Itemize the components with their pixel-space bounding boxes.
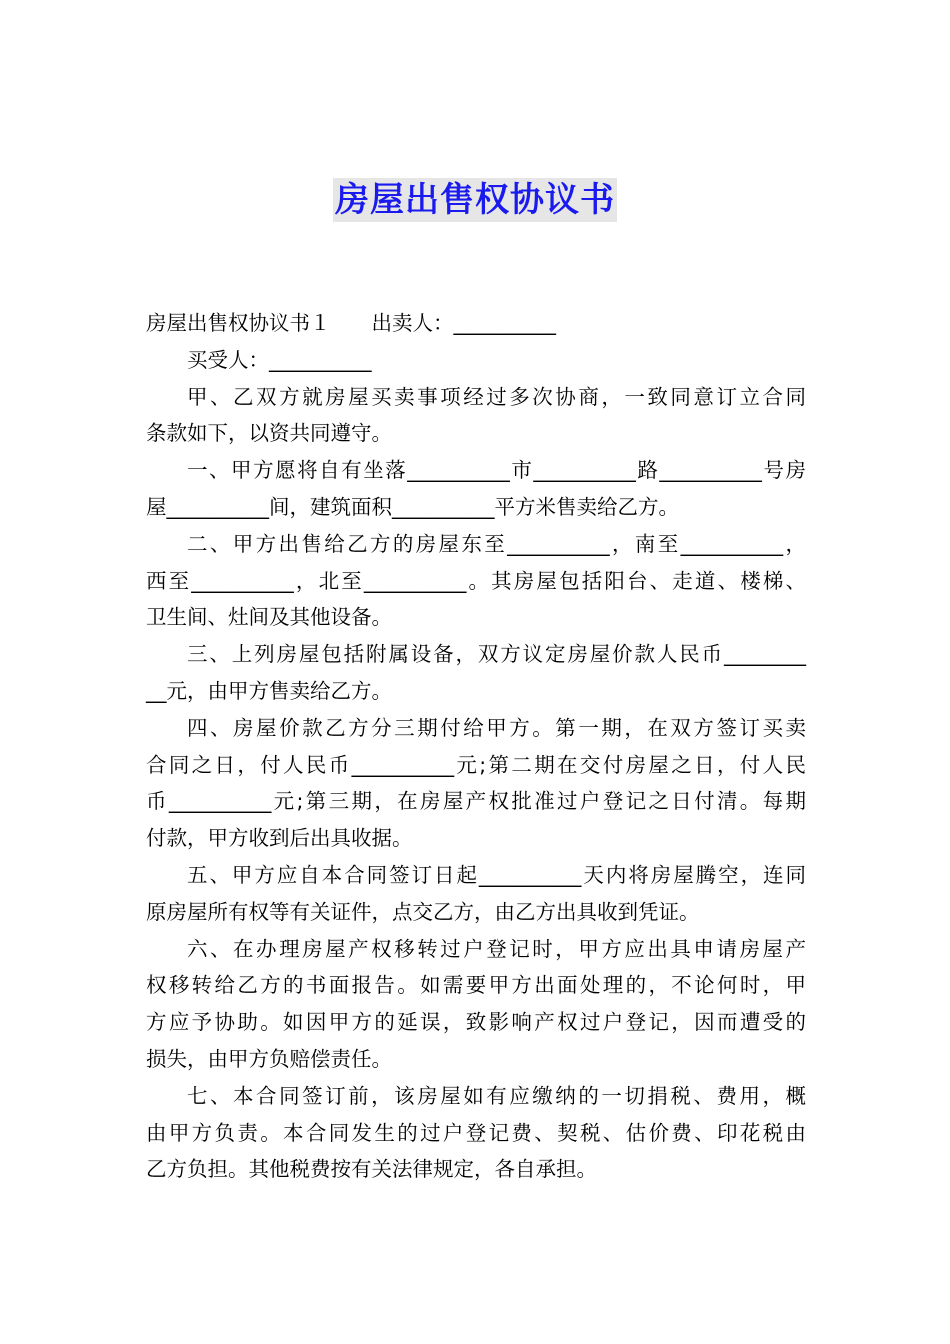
body-line: 三、上列房屋包括附属设备，双方议定房屋价款人民币________	[187, 642, 806, 667]
body-line: 乙方负担。其他税费按有关法律规定，各自承担。	[146, 1157, 597, 1182]
body-line: 六、在办理房屋产权移转过户登记时，甲方应出具申请房屋产	[187, 936, 806, 961]
body-line: 方应予协助。如因甲方的延误，致影响产权过户登记，因而遭受的	[146, 1010, 806, 1035]
body-line: 损失，由甲方负赔偿责任。	[146, 1046, 392, 1071]
body-line: 条款如下，以资共同遵守。	[146, 421, 392, 446]
document-body	[146, 305, 806, 1188]
body-line: 房屋出售权协议书１ 出卖人：__________	[146, 311, 556, 335]
body-line: 由甲方负责。本合同发生的过户登记费、契税、估价费、印花税由	[146, 1120, 806, 1145]
body-line: 合同之日，付人民币__________元;第二期在交付房屋之日，付人民	[146, 752, 806, 777]
title-container	[0, 178, 950, 222]
body-line: 屋__________间，建筑面积__________平方米售卖给乙方。	[146, 494, 679, 519]
document-title: 房屋出售权协议书	[335, 180, 615, 220]
body-line: 五、甲方应自本合同签订日起__________天内将房屋腾空，连同	[187, 862, 806, 887]
body-line: 一、甲方愿将自有坐落__________市__________路__________号房	[187, 458, 806, 483]
body-line: 甲、乙双方就房屋买卖事项经过多次协商，一致同意订立合同	[187, 384, 806, 409]
body-line: 七、本合同签订前，该房屋如有应缴纳的一切捐税、费用，概	[187, 1083, 806, 1108]
body-line: 买受人：__________	[187, 347, 372, 372]
body-line: 二、甲方出售给乙方的房屋东至__________，南至__________，	[187, 531, 806, 556]
body-line: 四、房屋价款乙方分三期付给甲方。第一期，在双方签订买卖	[187, 715, 806, 740]
body-line: 币__________元;第三期，在房屋产权批准过户登记之日付清。每期	[146, 789, 806, 814]
body-line: __元，由甲方售卖给乙方。	[146, 678, 392, 703]
body-line: 权移转给乙方的书面报告。如需要甲方出面处理的，不论何时，甲	[146, 973, 806, 998]
body-line: 卫生间、灶间及其他设备。	[146, 605, 392, 630]
body-line: 付款，甲方收到后出具收据。	[146, 826, 413, 851]
body-line: 西至__________，北至__________。其房屋包括阳台、走道、楼梯、	[146, 568, 806, 593]
body-line: 原房屋所有权等有关证件，点交乙方，由乙方出具收到凭证。	[146, 899, 700, 924]
